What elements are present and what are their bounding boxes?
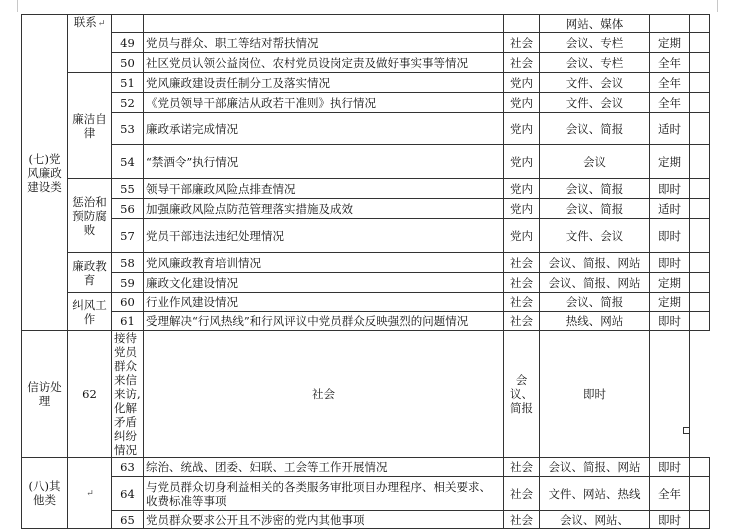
form-cell: 热线、网站 <box>540 312 650 331</box>
table-row <box>22 199 710 219</box>
time-cell: 定期 <box>650 293 690 312</box>
category-cell <box>22 15 68 331</box>
scope-cell: 社会 <box>504 312 540 331</box>
form-cell: 网站、媒体 <box>540 15 650 33</box>
table-row <box>22 145 710 179</box>
table-row <box>22 73 710 93</box>
end-cell <box>690 219 710 253</box>
item-cell: 《党员领导干部廉洁从政若干准则》执行情况 <box>144 93 504 113</box>
item-cell: “禁酒令”执行情况 <box>144 145 504 179</box>
form-cell: 会议、专栏 <box>540 33 650 53</box>
item-cell: 接待党员群众来信来访,化解矛盾纠纷情况 <box>112 331 144 458</box>
scope-cell: 党内 <box>504 113 540 145</box>
item-cell: 党员群众要求公开且不涉密的党内其他事项 <box>144 511 504 529</box>
end-cell <box>650 331 690 458</box>
time-cell: 即时 <box>540 331 650 458</box>
number-cell: 63 <box>112 458 144 477</box>
time-cell: 适时 <box>650 113 690 145</box>
scope-cell: 社会 <box>504 273 540 293</box>
end-cell <box>690 477 710 511</box>
form-cell: 会议、简报 <box>540 179 650 199</box>
number-cell: 57 <box>112 219 144 253</box>
time-cell: 即时 <box>650 312 690 331</box>
scope-cell: 社会 <box>504 458 540 477</box>
time-cell: 全年 <box>650 477 690 511</box>
form-cell: 会议、网站、 <box>540 511 650 529</box>
scope-cell: 社会 <box>144 331 504 458</box>
item-cell: 党员干部违法违纪处理情况 <box>144 219 504 253</box>
number-cell: 58 <box>112 253 144 273</box>
form-cell: 文件、会议 <box>540 73 650 93</box>
table-resize-handle[interactable] <box>683 427 690 434</box>
scope-cell: 社会 <box>504 293 540 312</box>
item-cell: 加强廉政风险点防范管理落实措施及成效 <box>144 199 504 219</box>
page-margin-line-right <box>717 0 718 12</box>
end-cell <box>690 458 710 477</box>
subcategory-label: 联系 <box>73 15 97 29</box>
time-cell: 即时 <box>650 458 690 477</box>
end-cell <box>690 312 710 331</box>
table-row <box>22 53 710 73</box>
end-cell <box>690 293 710 312</box>
category-label: (八)其他类 <box>28 479 61 507</box>
time-cell: 定期 <box>650 273 690 293</box>
table-row <box>22 179 710 199</box>
number-cell: 50 <box>112 53 144 73</box>
item-cell: 综治、统战、团委、妇联、工会等工作开展情况 <box>144 458 504 477</box>
form-cell: 会议、简报 <box>504 331 540 458</box>
end-cell <box>690 511 710 529</box>
end-cell <box>690 145 710 179</box>
time-cell: 即时 <box>650 219 690 253</box>
category-cell <box>22 458 68 529</box>
item-cell: 社区党员认领公益岗位、农村党员设岗定责及做好事实事等情况 <box>144 53 504 73</box>
table-row <box>22 253 710 273</box>
item-cell: 领导干部廉政风险点排查情况 <box>144 179 504 199</box>
number-cell: 60 <box>112 293 144 312</box>
scope-cell: 党内 <box>504 199 540 219</box>
item-cell: 廉政文化建设情况 <box>144 273 504 293</box>
table-row <box>22 312 710 331</box>
table-row <box>22 219 710 253</box>
table-row <box>22 293 710 312</box>
subcategory-label: 廉洁自律 <box>72 111 107 140</box>
time-cell: 即时 <box>650 511 690 529</box>
form-cell: 会议、简报、网站 <box>540 458 650 477</box>
paragraph-mark: ↵ <box>86 489 94 499</box>
end-cell <box>690 53 710 73</box>
subcategory-cell <box>68 253 112 293</box>
number-cell: 61 <box>112 312 144 331</box>
number-cell: 49 <box>112 33 144 53</box>
page-margin-line-left <box>17 0 18 12</box>
form-cell: 文件、会议 <box>540 219 650 253</box>
form-cell: 会议、简报 <box>540 293 650 312</box>
number-cell: 51 <box>112 73 144 93</box>
number-cell: 64 <box>112 477 144 511</box>
item-cell: 与党员群众切身利益相关的各类服务审批项目办理程序、相关要求、收费标准等事项 <box>144 477 504 511</box>
number-cell: 55 <box>112 179 144 199</box>
number-cell: 56 <box>112 199 144 219</box>
scope-cell: 社会 <box>504 511 540 529</box>
scope-cell: 党内 <box>504 219 540 253</box>
scope-cell: 党内 <box>504 93 540 113</box>
end-cell <box>690 73 710 93</box>
subcategory-label: 纠风工作 <box>72 297 107 326</box>
subcategory-cell <box>68 15 112 73</box>
scope-cell <box>504 15 540 33</box>
time-cell: 全年 <box>650 53 690 73</box>
subcategory-cell <box>22 331 68 458</box>
end-cell <box>690 273 710 293</box>
scope-cell: 社会 <box>504 33 540 53</box>
item-cell: 党员与群众、职工等结对帮扶情况 <box>144 33 504 53</box>
item-cell: 廉政承诺完成情况 <box>144 113 504 145</box>
subcategory-cell <box>68 73 112 179</box>
time-cell: 定期 <box>650 33 690 53</box>
table-row <box>22 113 710 145</box>
subcategory-cell <box>68 293 112 331</box>
end-cell <box>690 93 710 113</box>
subcategory-cell <box>68 458 112 529</box>
item-cell <box>144 15 504 33</box>
number-cell: 52 <box>112 93 144 113</box>
item-cell: 受理解决“行风热线”和行风评议中党员群众反映强烈的问题情况 <box>144 312 504 331</box>
scope-cell: 社会 <box>504 53 540 73</box>
subcategory-label: 惩治和预防腐败 <box>72 194 107 237</box>
time-cell <box>650 15 690 33</box>
time-cell: 全年 <box>650 93 690 113</box>
end-cell <box>690 179 710 199</box>
form-cell: 会议、简报、网站 <box>540 273 650 293</box>
table-row <box>22 33 710 53</box>
subcategory-cell <box>68 179 112 253</box>
scope-cell: 党内 <box>504 179 540 199</box>
scope-cell: 党内 <box>504 145 540 179</box>
item-cell: 党风廉政教育培训情况 <box>144 253 504 273</box>
time-cell: 即时 <box>650 179 690 199</box>
number-cell: 54 <box>112 145 144 179</box>
form-cell: 会议、专栏 <box>540 53 650 73</box>
end-cell <box>690 15 710 33</box>
table-row <box>22 331 710 458</box>
number-cell: 59 <box>112 273 144 293</box>
table-row <box>22 477 710 511</box>
scope-cell: 社会 <box>504 253 540 273</box>
time-cell: 定期 <box>650 145 690 179</box>
scope-cell: 党内 <box>504 73 540 93</box>
number-cell: 62 <box>68 331 112 458</box>
form-cell: 文件、网站、热线 <box>540 477 650 511</box>
number-cell: 53 <box>112 113 144 145</box>
scope-cell: 社会 <box>504 477 540 511</box>
end-cell <box>690 199 710 219</box>
table-row <box>22 458 710 477</box>
table-row <box>22 93 710 113</box>
subcategory-label: 信访处理 <box>27 380 62 408</box>
item-cell: 党风廉政建设责任制分工及落实情况 <box>144 73 504 93</box>
time-cell: 即时 <box>650 253 690 273</box>
end-cell <box>690 33 710 53</box>
table-row <box>22 15 710 33</box>
number-cell: 65 <box>112 511 144 529</box>
form-cell: 会议、简报 <box>540 199 650 219</box>
number-cell <box>112 15 144 33</box>
time-cell: 适时 <box>650 199 690 219</box>
table-row <box>22 273 710 293</box>
form-cell: 会议、简报 <box>540 113 650 145</box>
form-cell: 文件、会议 <box>540 93 650 113</box>
end-cell <box>690 113 710 145</box>
time-cell: 全年 <box>650 73 690 93</box>
form-cell: 会议 <box>540 145 650 179</box>
end-cell <box>690 253 710 273</box>
paragraph-mark: ↵ <box>97 19 106 29</box>
subcategory-label: 廉政教育 <box>72 258 107 287</box>
form-cell: 会议、简报、网站 <box>540 253 650 273</box>
table-row <box>22 511 710 529</box>
item-cell: 行业作风建设情况 <box>144 293 504 312</box>
category-label: (七)党风廉政建设类 <box>27 151 62 194</box>
